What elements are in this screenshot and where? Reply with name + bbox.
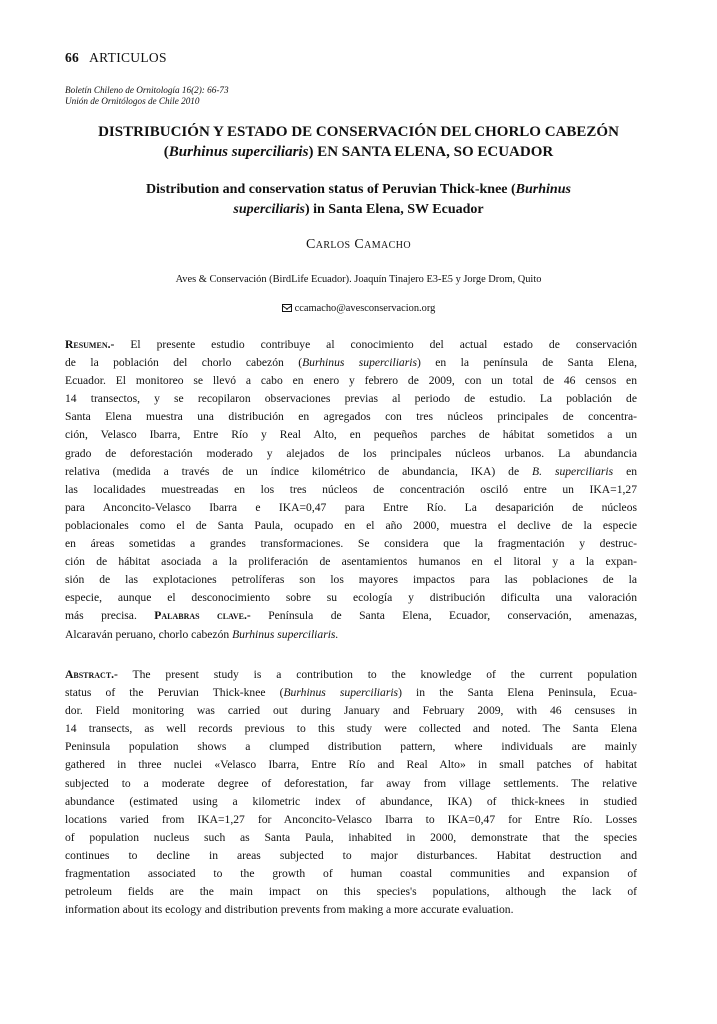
resumen-line: en áreas sometidas a grandes transformaciones. Se considera que la fragmentación y destruc- bbox=[65, 537, 637, 551]
page-number: 66 bbox=[65, 50, 80, 65]
abstract-line: subjected to a moderate degree of deforestation, far away from village settlements. The relative bbox=[65, 776, 637, 790]
abstract-line: continues to decline in areas subjected to major disturbances. Habitat destruction and bbox=[65, 848, 637, 862]
resumen-species: B. superciliaris bbox=[532, 464, 614, 478]
abstract-line: locations varied from IKA=1,27 for Anconcito-Velasco Ibarra to IKA=0,47 for Entre Río. Losses bbox=[65, 812, 637, 826]
resumen-line: de la población del chorlo cabezón ( bbox=[65, 356, 303, 370]
author-email[interactable]: ccamacho@avesconservacion.org bbox=[294, 303, 436, 314]
keywords-label: Palabras clave.- bbox=[154, 609, 251, 623]
resumen-line: especie, aunque el desconocimiento sobre su ecología y distribución dificulta una valoración bbox=[65, 591, 637, 605]
running-header bbox=[65, 50, 167, 66]
resumen-line: poblacionales como el de Santa Paula, ocupado en el año 2000, muestra el declive de la especie bbox=[65, 518, 637, 532]
journal-volume: 16(2): 66-73 bbox=[179, 85, 229, 95]
resumen-line: ción de hábitat asociada a la proliferación de asentamientos humanos en el litoral y a la expan- bbox=[65, 555, 637, 569]
abstract-line: gathered in three nuclei «Velasco Ibarra, Entre Río and Real Alto» in small patches of habitat bbox=[65, 758, 637, 772]
title-english bbox=[80, 180, 637, 220]
abstract-line: of population nucleus such as Santa Paula, inhabited in 2000, demonstrate that the species bbox=[65, 830, 637, 844]
resumen-line: ) en la península de Santa Elena, bbox=[416, 356, 637, 370]
abstract-line: Peninsula population shows a clumped distribution pattern, where individuals are mainly bbox=[65, 740, 637, 754]
resumen-line: Santa Elena muestra una distribución en agregados con tres núcleos principales de concentra- bbox=[65, 410, 637, 424]
resumen-line: las localidades muestreadas en los tres núcleos de concentración osciló entre un IKA=1,27 bbox=[65, 482, 637, 496]
resumen-paragraph bbox=[65, 336, 637, 644]
abstract-line: abundance (estimated using a kilometric index of abundance, IKA) of thick-knees in studied bbox=[65, 794, 637, 808]
resumen-species: Burhinus superciliaris. bbox=[232, 627, 339, 641]
resumen-line: relativa (medida a través de un índice kilométrico de abundancia, IKA) de bbox=[65, 464, 533, 478]
author-affiliation: Aves & Conservación (BirdLife Ecuador). Joaquín Tinajero E3-E5 y Jorge Drom, Quito bbox=[175, 274, 542, 285]
abstract-line: 14 transects, as well records previous to this study were collected and noted. The Santa Elena bbox=[65, 722, 637, 736]
resumen-label: Resumen.- bbox=[65, 338, 115, 351]
abstract-label: Abstract.- bbox=[65, 668, 118, 681]
resumen-keywords: Península de Santa Elena, Ecuador, conservación, amenazas, bbox=[250, 609, 637, 623]
title-spanish-species: Burhinus superciliaris bbox=[168, 144, 309, 160]
title-spanish-paren: ( bbox=[163, 144, 169, 160]
resumen-line: para Anconcito-Velasco Ibarra e IKA=0,47 para Entre Río. La desaparición de núcleos bbox=[65, 500, 637, 514]
journal-citation bbox=[65, 85, 229, 107]
resumen-line: más precisa. bbox=[65, 609, 155, 623]
title-spanish-line2: ) EN SANTA ELENA, SO ECUADOR bbox=[308, 144, 554, 160]
resumen-line: Ecuador. El monitoreo se llevó a cabo en enero y febrero de 2009, con un total de 46 censos en bbox=[65, 374, 637, 388]
abstract-line: dor. Field monitoring was carried out during January and February 2009, with 46 censuses in bbox=[65, 704, 637, 718]
title-english-line1: Distribution and conservation status of Peruvian Thick-knee ( bbox=[146, 182, 516, 197]
abstract-line: fragmentation associated to the growth of human coastal communities and expansion of bbox=[65, 867, 637, 881]
abstract-paragraph bbox=[65, 666, 637, 919]
title-spanish bbox=[50, 122, 667, 162]
abstract-line: ) in the Santa Elena Peninsula, Ecua- bbox=[398, 686, 637, 700]
title-english-genus: Burhinus bbox=[515, 182, 571, 197]
title-spanish-line1: DISTRIBUCIÓN Y ESTADO DE CONSERVACIÓN DEL CHORLO CABEZÓN bbox=[98, 124, 619, 140]
abstract-line: The present study is a contribution to the knowledge of the current population bbox=[117, 668, 637, 681]
abstract-line: status of the Peruvian Thick-knee ( bbox=[65, 686, 284, 700]
section-name: ARTICULOS bbox=[89, 50, 167, 65]
resumen-line: 14 transectos, y se recopilaron observaciones previas al periodo de estudio. La población de bbox=[65, 392, 637, 406]
title-english-line2: ) in Santa Elena, SW Ecuador bbox=[304, 202, 484, 217]
abstract-line: information about its ecology and distribution prevents from making a more accurate evaluation. bbox=[65, 903, 514, 917]
resumen-species: Burhinus superciliaris bbox=[302, 356, 417, 370]
journal-name: Boletín Chileno de Ornitología bbox=[65, 85, 180, 95]
abstract-species: Burhinus superciliaris bbox=[283, 686, 399, 700]
abstract-line: petroleum fields are the main impact on this species's populations, although the lack of bbox=[65, 885, 637, 899]
resumen-line: ción, Velasco Ibarra, Entre Río y Real Alto, en pequeños parches de hábitat sometidos a un bbox=[65, 428, 637, 442]
journal-publisher: Unión de Ornitólogos de Chile 2010 bbox=[65, 96, 200, 106]
author-email-line bbox=[0, 303, 717, 314]
author-name: Carlos Camacho bbox=[305, 237, 411, 252]
resumen-line: en bbox=[613, 464, 637, 478]
resumen-line: El presente estudio contribuye al conocimiento del actual estado de conservación bbox=[114, 338, 637, 351]
resumen-line: sión de las explotaciones petrolíferas son los mayores impactos para las poblaciones de la bbox=[65, 573, 637, 587]
resumen-keywords: Alcaraván peruano, chorlo cabezón bbox=[65, 627, 233, 641]
title-english-species: superciliaris bbox=[233, 202, 305, 217]
resumen-line: grado de deforestación moderado y alejados de los principales núcleos urbanos. La abundancia bbox=[65, 446, 637, 460]
envelope-icon bbox=[282, 304, 292, 312]
